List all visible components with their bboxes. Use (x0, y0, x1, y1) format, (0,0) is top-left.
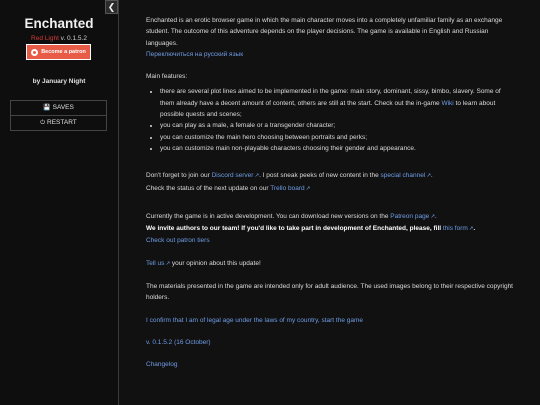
version-link[interactable]: v. 0.1.5.2 (16 October) (146, 338, 211, 346)
special-channel-link[interactable]: special channel↗ (380, 172, 431, 180)
changelog-link[interactable]: Changelog (146, 361, 178, 369)
saves-button[interactable] (11, 101, 106, 115)
chevron-left-icon: ❮ (107, 2, 116, 12)
power-icon: ⏻ (40, 120, 45, 126)
confirm-age-start-link[interactable]: I confirm that I am of legal age under the laws of my country, start the game (146, 316, 364, 324)
list-item: • you can customize the main hero choosing between portraits and perks; (160, 132, 516, 143)
wiki-link[interactable]: Wiki (441, 99, 454, 107)
patreon-page-link[interactable]: Patreon page↗ (390, 212, 435, 220)
list-item: • you can play as a male, a female or a transgender character; (160, 120, 516, 131)
sidebar-menu (10, 100, 107, 131)
tellus-paragraph: Tell us↗ your opinion about this update! (146, 259, 261, 267)
game-subtitle (0, 35, 118, 42)
list-item: • you can customize main non-playable characters choosing their gender and appearance. (160, 143, 516, 154)
list-item: • there are several plot lines aimed to be implemented in the game: main story, dominant, sissy, bimbo, slavery. Some of them already have a decent amount of content, others are still at the start. Check out the in-game Wiki to learn about possible quests and scenes; (160, 86, 516, 120)
tell-us-link[interactable]: Tell us↗ (146, 259, 171, 267)
sidebar-toggle-button[interactable] (105, 0, 118, 14)
intro-text: Enchanted is an erotic browser game in which the main character moves into a completely unfamiliar family as an exchange student. The outcome of this adventure depends on the player decisions. The game is available in English and Russian languages. (146, 17, 503, 47)
invite-paragraph: We invite authors to our team! If you'd like to take part in development of Enchanted, please, fill this form↗. (146, 225, 476, 233)
external-link-icon: ↗ (430, 213, 435, 220)
disclaimer-text: The materials presented in the game are intended only for adult audience. The used images belong to their respective copyright holders. (146, 283, 513, 302)
patreon-icon (31, 49, 38, 56)
trello-paragraph: Check the status of the next update on our Trello board↗ (146, 184, 311, 192)
discord-server-link[interactable]: Discord server↗ (211, 172, 260, 180)
external-link-icon: ↗ (254, 173, 260, 180)
external-link-icon: ↗ (165, 260, 171, 267)
saves-label: SAVES (52, 104, 74, 111)
game-title: Enchanted (24, 16, 94, 31)
patron-tiers-link[interactable]: Check out patron tiers (146, 237, 210, 245)
sidebar (0, 0, 119, 405)
become-patron-button[interactable] (26, 44, 91, 60)
subtitle-version: v. 0.1.5.2 (58, 35, 87, 42)
trello-board-link[interactable]: Trello board↗ (270, 184, 311, 192)
development-paragraph: Currently the game is in active development. You can download new versions on the Patreon page↗. (146, 212, 437, 220)
this-form-link[interactable]: this form↗ (442, 225, 474, 233)
discord-paragraph: Don't forget to join our Discord server↗. I post sneak peeks of new content in the special channel↗. (146, 172, 433, 180)
features-heading: Main features: (146, 73, 188, 81)
external-link-icon: ↗ (305, 185, 311, 192)
subtitle-red-light: Red Light (31, 35, 59, 42)
author-credit: by January Night (32, 78, 86, 85)
main-content (146, 15, 516, 371)
features-list (146, 86, 516, 154)
external-link-icon: ↗ (426, 173, 431, 180)
russian-language-link[interactable]: Переключиться на русский язык (146, 50, 244, 58)
save-icon: 💾 (43, 105, 51, 111)
restart-label: RESTART (47, 119, 77, 126)
become-patron-label: Become a patron (41, 49, 86, 55)
restart-button[interactable] (11, 115, 106, 130)
external-link-icon: ↗ (468, 226, 474, 233)
